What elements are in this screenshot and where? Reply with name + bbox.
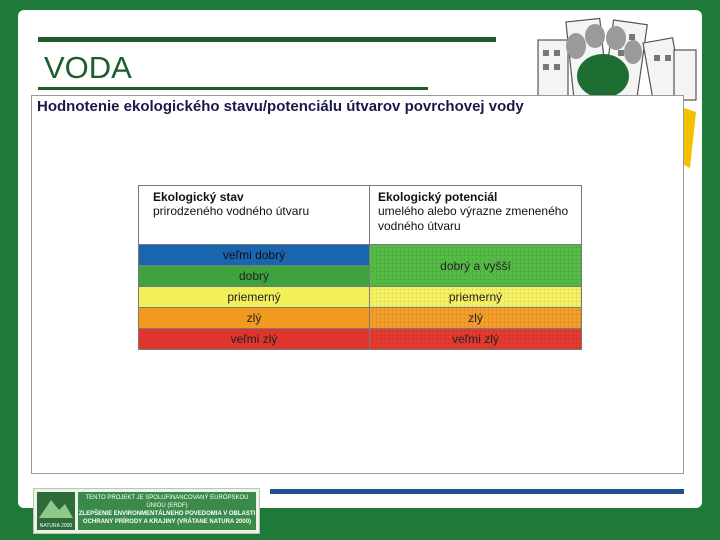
project-logo-banner xyxy=(33,488,260,534)
potential-cell: veľmi zlý xyxy=(370,329,582,350)
potential-cell: zlý xyxy=(370,308,582,329)
state-cell: priemerný xyxy=(139,287,370,308)
content-frame xyxy=(31,95,684,474)
potential-cell: dobrý a vyšší xyxy=(370,245,582,287)
paw-print-logo xyxy=(558,24,648,104)
title-underline xyxy=(38,87,428,90)
natura-2000-logo xyxy=(37,492,75,530)
natura-label: NATURA 2000 xyxy=(39,523,73,529)
header-state-subtitle: prirodzeného vodného útvaru xyxy=(153,204,310,218)
slide-subtitle: Hodnotenie ekologického stavu/potenciálu útvarov povrchovej vody xyxy=(37,98,524,115)
header-state-title: Ekologický stav xyxy=(153,190,244,204)
state-cell: zlý xyxy=(139,308,370,329)
banner-line: TENTO PROJEKT JE SPOLUFINANCOVANÝ EURÓPSKOU ÚNIOU (ERDF) xyxy=(85,495,249,509)
banner-line: OCHRANY PRÍRODY A KRAJINY (VRÁTANE NATURA 2000) xyxy=(82,519,252,525)
header-potential-title: Ekologický potenciál xyxy=(378,190,498,204)
potential-cell: priemerný xyxy=(370,287,582,308)
state-cell: veľmi dobrý xyxy=(139,245,370,266)
header-ecological-state xyxy=(139,186,370,245)
state-cell: dobrý xyxy=(139,266,370,287)
footer-rule xyxy=(270,489,684,494)
header-ecological-potential xyxy=(370,186,582,245)
title-top-rule xyxy=(38,37,496,42)
project-banner xyxy=(78,492,256,530)
banner-line: ZLEPŠENIE ENVIRONMENTÁLNEHO POVEDOMIA V OBLASTI xyxy=(78,511,256,517)
slide-title: VODA xyxy=(44,50,132,85)
slide xyxy=(18,10,702,529)
natura-2000-icon xyxy=(37,492,75,522)
state-cell: veľmi zlý xyxy=(139,329,370,350)
ecological-status-table xyxy=(138,185,582,350)
header-potential-subtitle: umelého alebo výrazne zmeneného vodného útvaru xyxy=(378,204,569,233)
